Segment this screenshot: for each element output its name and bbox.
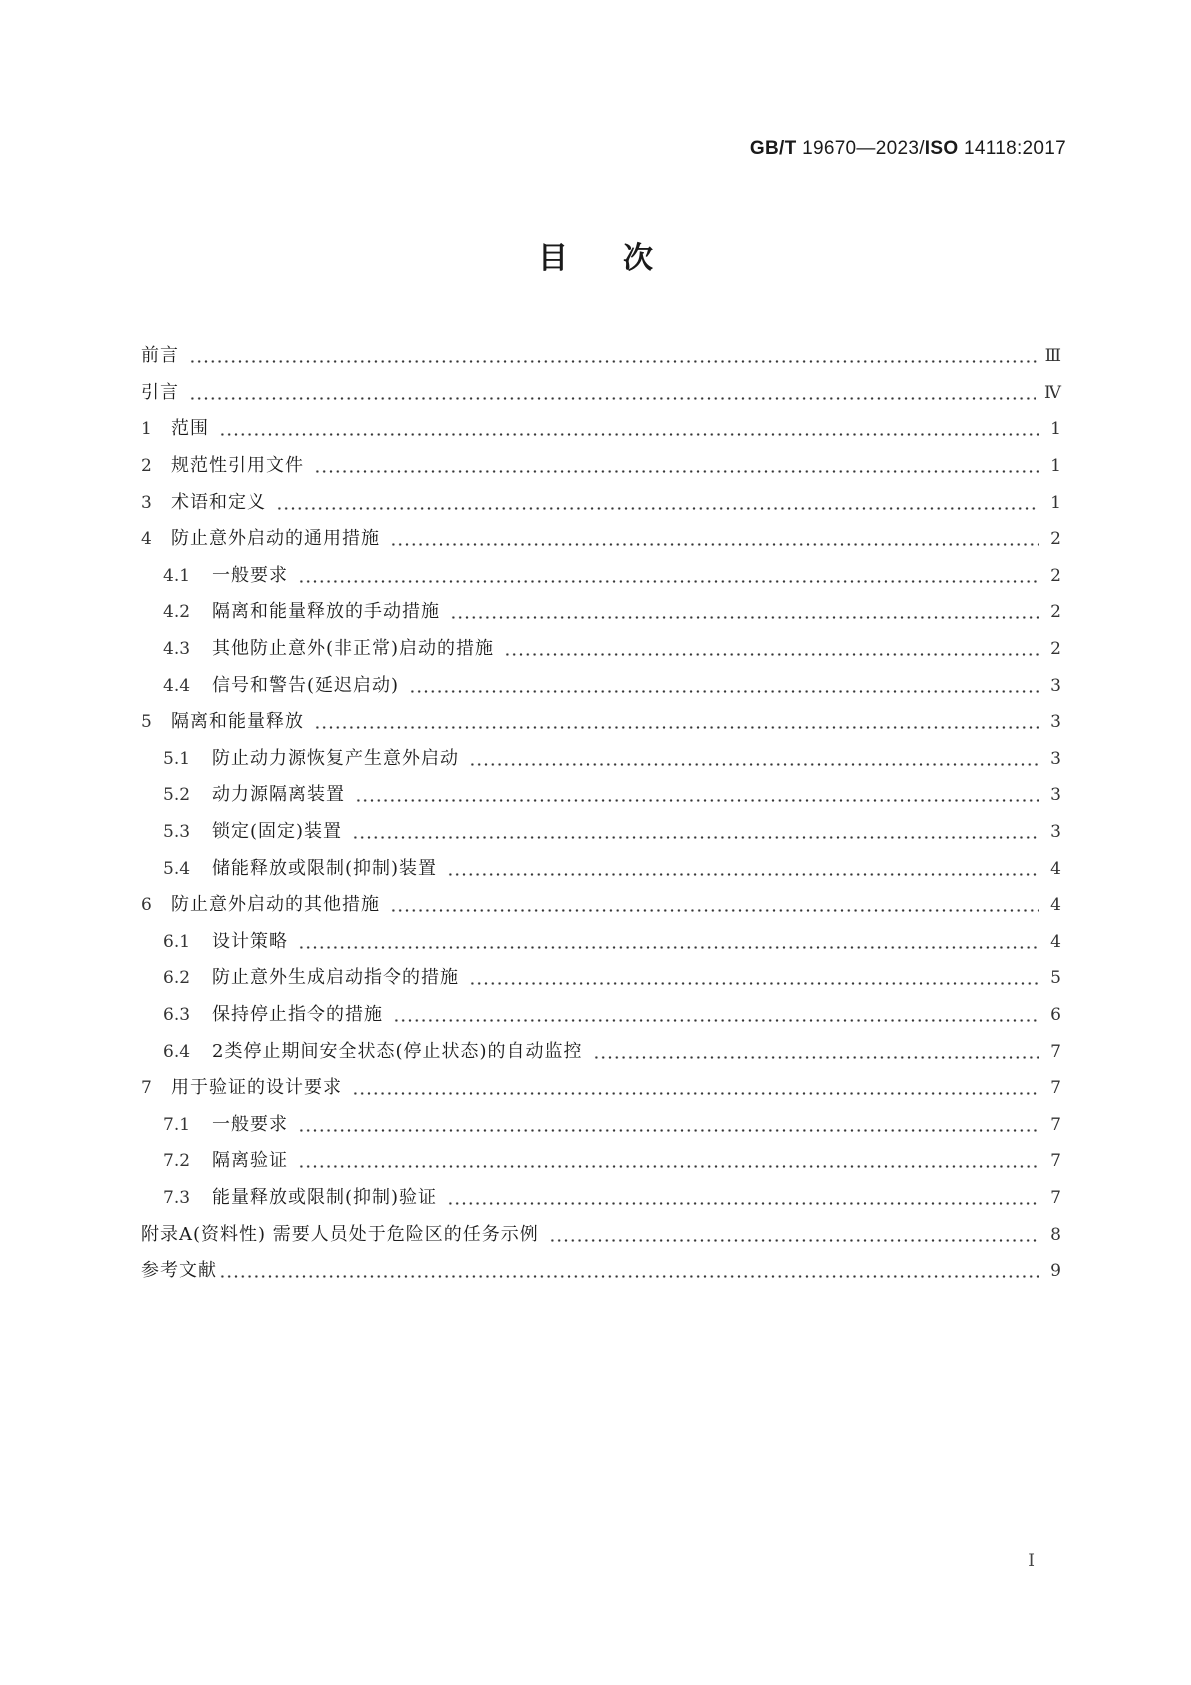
dot-leader xyxy=(409,675,1039,697)
toc-entry-title: 范围 xyxy=(171,418,209,440)
toc-entry-number: 5.3 xyxy=(163,822,191,843)
dot-leader xyxy=(469,967,1039,989)
toc-entry-number: 5.4 xyxy=(163,858,191,879)
toc-entry-title: 规范性引用文件 xyxy=(171,455,304,477)
document-number xyxy=(750,138,1066,160)
doc-prefix: GB/T xyxy=(749,138,797,159)
toc-entry[interactable] xyxy=(141,1106,1061,1143)
toc-entry-page: 2 xyxy=(1050,602,1061,623)
toc-entry-number: 5.2 xyxy=(163,785,191,806)
toc-entry-page: 1 xyxy=(1050,492,1061,513)
toc-entry-page: 7 xyxy=(1050,1187,1061,1208)
toc-entry-number: 5.1 xyxy=(163,748,191,769)
dot-leader xyxy=(450,601,1039,623)
dot-leader xyxy=(298,1150,1039,1172)
toc-entry-number: 4.1 xyxy=(163,565,191,586)
toc-entry-page: 5 xyxy=(1050,968,1061,989)
toc-entry[interactable] xyxy=(141,1143,1061,1180)
toc-entry-number: 6.3 xyxy=(163,1004,191,1025)
toc-entry[interactable] xyxy=(141,1180,1061,1217)
dot-leader xyxy=(352,1077,1039,1099)
toc-entry-title: 术语和定义 xyxy=(171,491,266,513)
toc-entry-title: 隔离验证 xyxy=(212,1150,288,1172)
iso-prefix: ISO xyxy=(924,138,959,159)
toc-entry-number: 6 xyxy=(141,895,152,916)
toc-entry-title: 能量释放或限制(抑制)验证 xyxy=(212,1186,438,1208)
toc-entry[interactable] xyxy=(141,1216,1061,1253)
toc-entry[interactable] xyxy=(141,594,1061,631)
toc-entry[interactable] xyxy=(141,777,1061,814)
toc-entry-page: 4 xyxy=(1050,895,1061,916)
toc-entry-title: 防止意外启动的其他措施 xyxy=(171,894,380,916)
toc-entry[interactable] xyxy=(141,814,1061,851)
toc-entry-title: 用于验证的设计要求 xyxy=(171,1077,342,1099)
toc-entry-title: 引言 xyxy=(141,381,179,403)
toc-entry-page: 2 xyxy=(1050,639,1061,660)
toc-entry-page: 4 xyxy=(1050,858,1061,879)
dot-leader xyxy=(355,784,1039,806)
toc-entry-page: 8 xyxy=(1050,1224,1061,1245)
toc-entry-page: 2 xyxy=(1050,529,1061,550)
toc-entry-page: 7 xyxy=(1050,1151,1061,1172)
toc-entry-number: 7 xyxy=(141,1078,152,1099)
toc-entry-number: 5 xyxy=(141,712,152,733)
dot-leader xyxy=(393,1004,1039,1026)
toc-entry-number: 2 xyxy=(141,456,152,477)
dot-leader xyxy=(447,1187,1039,1209)
toc-entry[interactable] xyxy=(141,484,1061,521)
toc-entry-number: 4 xyxy=(141,529,152,550)
toc-entry-title: 防止意外启动的通用措施 xyxy=(171,528,380,550)
table-of-contents xyxy=(141,338,1061,1289)
dot-leader xyxy=(390,894,1039,916)
toc-entry-title: 一般要求 xyxy=(212,1113,288,1135)
toc-entry-page: 7 xyxy=(1050,1114,1061,1135)
toc-entry-page: 7 xyxy=(1050,1041,1061,1062)
toc-entry-title: 参考文献 xyxy=(141,1260,217,1282)
toc-entry[interactable] xyxy=(141,997,1061,1034)
toc-entry[interactable] xyxy=(141,850,1061,887)
dot-leader xyxy=(314,455,1039,477)
dot-leader xyxy=(390,528,1039,550)
toc-entry[interactable] xyxy=(141,704,1061,741)
toc-entry-number: 7.3 xyxy=(163,1187,191,1208)
toc-entry-page: 3 xyxy=(1050,748,1061,769)
toc-entry[interactable] xyxy=(141,558,1061,595)
toc-entry-title: 信号和警告(延迟启动) xyxy=(212,674,400,696)
toc-entry-title: 隔离和能量释放的手动措施 xyxy=(212,601,440,623)
dot-leader xyxy=(219,418,1039,440)
dot-leader xyxy=(298,931,1039,953)
doc-number-value: 19670—2023/ xyxy=(802,138,925,159)
toc-entry[interactable] xyxy=(141,1033,1061,1070)
toc-entry-page: 2 xyxy=(1050,565,1061,586)
dot-leader xyxy=(298,565,1039,587)
page-number: I xyxy=(1028,1551,1035,1571)
toc-entry-page: Ⅳ xyxy=(1044,382,1061,403)
toc-entry-title: 防止意外生成启动指令的措施 xyxy=(212,967,459,989)
toc-entry-page: 3 xyxy=(1050,675,1061,696)
toc-entry-title: 储能释放或限制(抑制)装置 xyxy=(212,857,438,879)
toc-entry-title: 隔离和能量释放 xyxy=(171,711,304,733)
toc-entry-title: 其他防止意外(非正常)启动的措施 xyxy=(212,638,495,660)
toc-entry-number: 7.1 xyxy=(163,1114,191,1135)
toc-entry-number: 1 xyxy=(141,419,152,440)
toc-entry-page: 9 xyxy=(1050,1261,1061,1282)
toc-entry[interactable] xyxy=(141,411,1061,448)
dot-leader xyxy=(447,858,1039,880)
toc-entry-title: 设计策略 xyxy=(212,930,288,952)
toc-entry[interactable] xyxy=(141,375,1061,412)
toc-entry-page: Ⅲ xyxy=(1044,346,1061,367)
toc-entry-number: 6.2 xyxy=(163,968,191,989)
toc-entry-title: 锁定(固定)装置 xyxy=(212,821,343,843)
toc-entry[interactable] xyxy=(141,960,1061,997)
dot-leader xyxy=(219,1260,1039,1282)
toc-entry-number: 4.2 xyxy=(163,602,191,623)
dot-leader xyxy=(189,345,1037,367)
toc-entry[interactable] xyxy=(141,741,1061,778)
toc-entry-title: 动力源隔离装置 xyxy=(212,784,345,806)
toc-entry[interactable] xyxy=(141,1070,1061,1107)
toc-entry[interactable] xyxy=(141,1253,1061,1290)
dot-leader xyxy=(276,492,1039,514)
page-title: 目次 xyxy=(538,241,708,276)
toc-entry-number: 4.3 xyxy=(163,639,191,660)
toc-entry-title: 保持停止指令的措施 xyxy=(212,1003,383,1025)
toc-entry-page: 6 xyxy=(1050,1004,1061,1025)
dot-leader xyxy=(469,748,1039,770)
toc-entry-number: 7.2 xyxy=(163,1151,191,1172)
toc-entry-title: 一般要求 xyxy=(212,564,288,586)
toc-entry-page: 3 xyxy=(1050,712,1061,733)
dot-leader xyxy=(504,638,1039,660)
toc-entry[interactable] xyxy=(141,448,1061,485)
toc-entry-title: 附录A(资料性) 需要人员处于危险区的任务示例 xyxy=(141,1223,539,1245)
dot-leader xyxy=(593,1041,1040,1063)
toc-entry-page: 7 xyxy=(1050,1078,1061,1099)
toc-entry-page: 1 xyxy=(1050,419,1061,440)
toc-entry[interactable] xyxy=(141,338,1061,375)
dot-leader xyxy=(298,1114,1039,1136)
dot-leader xyxy=(352,821,1039,843)
toc-entry[interactable] xyxy=(141,924,1061,961)
toc-entry[interactable] xyxy=(141,631,1061,668)
dot-leader xyxy=(189,382,1036,404)
dot-leader xyxy=(549,1224,1039,1246)
toc-entry-page: 3 xyxy=(1050,822,1061,843)
toc-entry[interactable] xyxy=(141,667,1061,704)
toc-entry[interactable] xyxy=(141,887,1061,924)
toc-entry-title: 前言 xyxy=(141,345,179,367)
toc-entry-number: 4.4 xyxy=(163,675,191,696)
dot-leader xyxy=(314,711,1039,733)
toc-entry-page: 1 xyxy=(1050,456,1061,477)
toc-entry-page: 4 xyxy=(1050,931,1061,952)
toc-entry-page: 3 xyxy=(1050,785,1061,806)
toc-entry-title: 2类停止期间安全状态(停止状态)的自动监控 xyxy=(212,1040,583,1062)
toc-entry-number: 6.1 xyxy=(163,931,191,952)
toc-entry-title: 防止动力源恢复产生意外启动 xyxy=(212,747,459,769)
iso-number-value: 14118:2017 xyxy=(964,138,1066,159)
toc-entry-number: 6.4 xyxy=(163,1041,191,1062)
toc-entry[interactable] xyxy=(141,521,1061,558)
toc-entry-number: 3 xyxy=(141,492,152,513)
